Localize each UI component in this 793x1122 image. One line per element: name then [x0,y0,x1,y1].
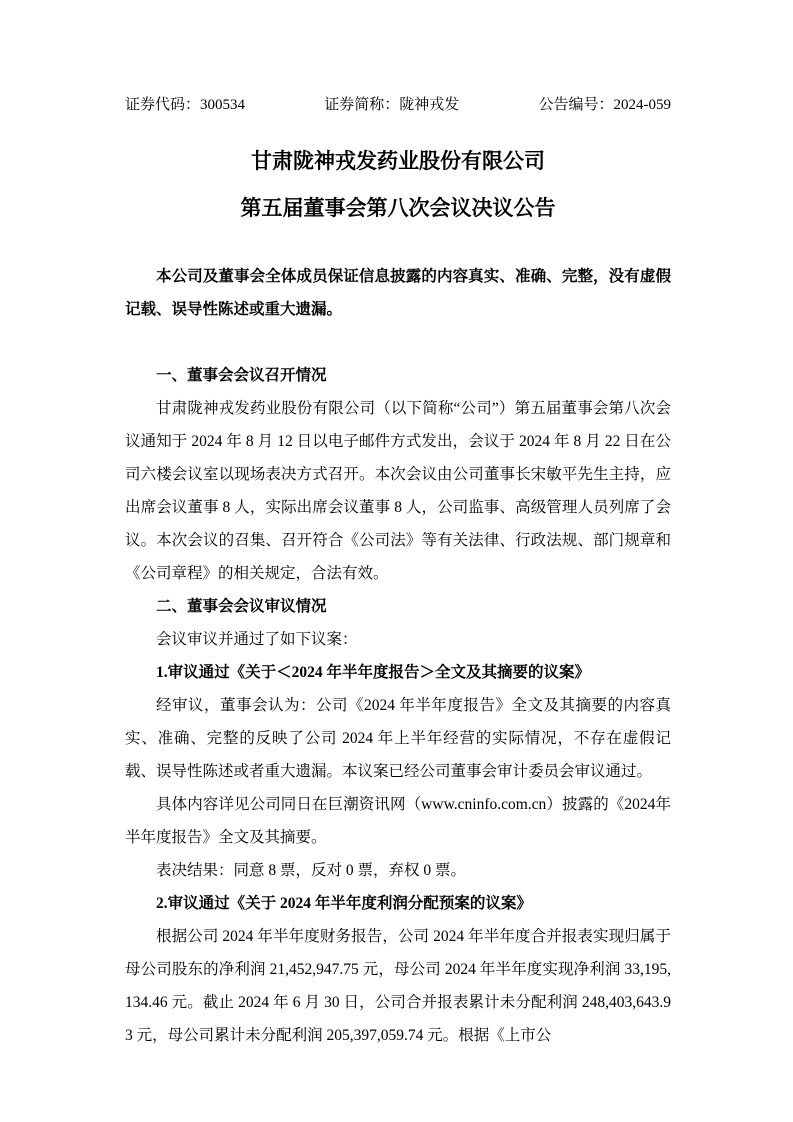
item-heading-2: 2.审议通过《关于 2024 年半年度利润分配预案的议案》 [156,895,532,912]
stock-name-label: 证券简称：陇神戎发 [324,97,460,113]
item-heading-1: 1.审议通过《关于＜2024 年半年度报告＞全文及其摘要的议案》 [156,664,591,681]
body-paragraph-meeting-convening: 甘肃陇神戎发药业股份有限公司（以下简称“公司”）第五届董事会第八次会议通知于 2024 年 8 月 12 日以电子邮件方式发出，会议于 2024 年 8 月 22 日在公司六楼会议室以现场表决方式召开。本次会议由公司董事长宋敏平先生主持，应出席会议董事 8 人，实际出席会议董事 8 人，公司监事、高级管理人员列席了会议。本次会议的召集、召开符合《公司法》等有关法律、行政法规、部门规章和《公司章程》的相关规定，合法有效。 [125,400,671,582]
body-paragraph-item1-review: 经审议，董事会认为：公司《2024 年半年度报告》全文及其摘要的内容真实、准确、完整的反映了公司 2024 年上半年经营的实际情况，不存在虚假记载、误导性陈述或者重大遗漏。本议案已经公司董事会审计委员会审议通过。 [125,697,671,780]
document-content [125,94,671,1052]
title-block [125,138,671,232]
announcement-title: 第五届董事会第八次会议决议公告 [240,196,556,220]
securities-header-row [125,94,671,116]
company-name-title: 甘肃陇神戎发药业股份有限公司 [251,149,545,173]
body-paragraph-intro-resolutions: 会议审议并通过了如下议案： [156,631,358,648]
section-heading-1: 一、董事会会议召开情况 [156,367,327,384]
section-heading-2: 二、董事会会议审议情况 [156,598,327,615]
body-paragraph-item1-details: 具体内容详见公司同日在巨潮资讯网（www.cninfo.com.cn）披露的《2024年半年度报告》全文及其摘要。 [125,796,671,846]
body-paragraph-item1-vote-result: 表决结果：同意 8 票，反对 0 票，弃权 0 票。 [156,862,467,879]
body-paragraph-item2-profit-figures: 根据公司 2024 年半年度财务报告，公司 2024 年半年度合并报表实现归属于母公司股东的净利润 21,452,947.75 元，母公司 2024 年半年度实现净利润 33,195,134.46 元。截止 2024 年 6 月 30 日，公司合并报表累计未分配利润 248,403,643.93 元，母公司累计未分配利润 205,397,059.74 元。根据《上市公 [125,928,671,1044]
disclaimer-paragraph: 本公司及董事会全体成员保证信息披露的内容真实、准确、完整，没有虚假记载、误导性陈述或重大遗漏。 [125,268,671,318]
announcement-number-label: 公告编号：2024-059 [538,97,671,113]
stock-code-label: 证券代码：300534 [125,97,246,113]
